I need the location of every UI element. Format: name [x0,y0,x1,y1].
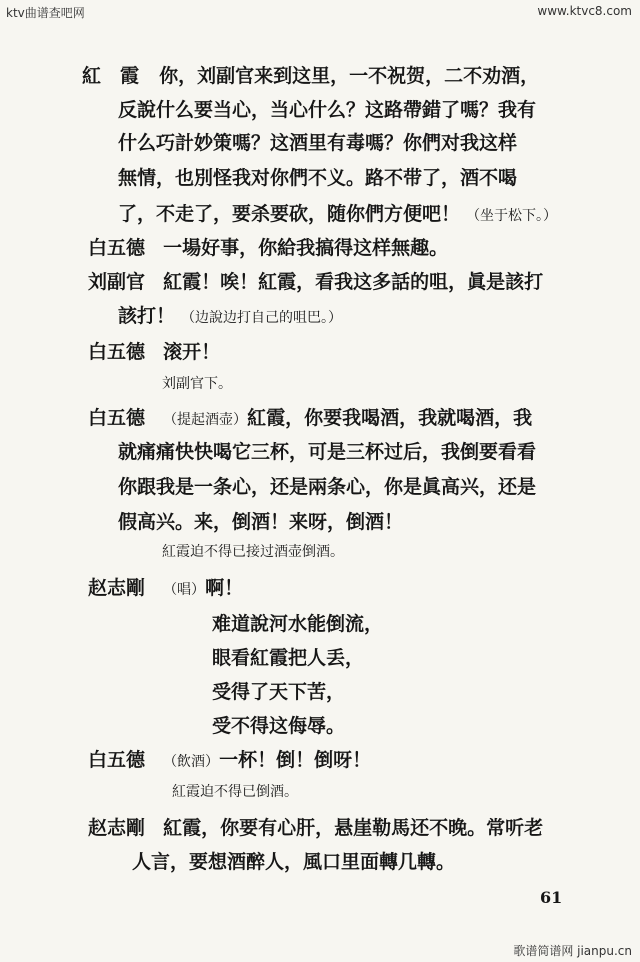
script-line [88,236,448,260]
stage-note: （边說边打自己的咀巴。） [181,310,343,326]
script-line [118,131,517,155]
dialogue-text: 滚开！ [163,341,221,363]
script-line [88,340,220,364]
dialogue-text: 紅霞，你要有心肝，悬崖勒馬还不晚。常听老 [163,817,544,839]
watermark-top-left: ktv曲谱查吧网 [6,6,85,20]
dialogue-text: 人言，要想酒醉人，風口里面轉几轉。 [132,851,456,873]
dialogue-text: 你跟我是一条心，还是兩条心，你是眞高兴，还是 [118,476,537,498]
script-line [88,576,243,602]
page-number: 61 [540,888,563,907]
script-line [118,98,536,122]
dialogue-text: 了，不走了，要杀要砍，随你們方便吧！ [118,203,461,225]
script-line [118,475,536,499]
speaker-name: 赵志剛 [88,577,146,599]
song-verse: 受不得这侮辱。 [212,715,346,737]
song-verse: 受得了天下苦， [212,681,346,703]
dialogue-text: 假高兴。来，倒酒！来呀，倒酒！ [118,511,404,533]
dialogue-text: 紅霞，你要我喝酒，我就喝酒，我 [247,407,533,429]
script-line [88,748,371,774]
speaker-name: 赵志剛 [88,817,146,839]
stage-direction: 紅霞迫不得已接过酒壶倒酒。 [162,544,344,560]
script-line [88,816,543,840]
speaker-name: 白五德 [88,341,146,363]
script-line [82,64,539,88]
dialogue-text: 你，刘副官来到这里，一不祝贺，二不劝酒， [159,65,540,87]
script-line [118,510,403,534]
script-line [118,166,517,190]
dialogue-text: 就痛痛快快喝它三杯，可是三杯过后，我倒要看看 [118,441,537,463]
watermark-top-right: www.ktvc8.com [537,4,632,18]
dialogue-text: 一場好事，你給我搞得这样無趣。 [163,237,449,259]
speaker-name: 白五德 [88,237,146,259]
song-verse: 眼看紅霞把人丢， [212,647,365,669]
script-line [88,406,532,432]
speaker-name: 紅 霞 [82,65,140,87]
script-line [118,202,557,228]
speaker-name: 白五德 [88,407,146,429]
script-line [118,440,536,464]
stage-note: （坐于松下。） [466,208,558,224]
dialogue-text: 什么巧計妙策嗎？这酒里有毒嗎？你們对我这样 [118,132,518,154]
dialogue-text: 啊！ [205,577,244,599]
stage-note: （提起酒壶） [163,412,248,428]
dialogue-text: 該打！ [118,305,176,327]
script-line [88,270,543,294]
stage-note: （唱） [163,582,206,598]
speaker-name: 白五德 [88,749,146,771]
script-line [132,850,455,874]
song-verse: 难道說河水能倒流， [212,613,384,635]
stage-direction: 紅霞迫不得已倒酒。 [172,784,298,800]
dialogue-text: 反說什么要当心，当心什么？这路帶錯了嗎？我有 [118,99,537,121]
stage-direction: 刘副官下。 [162,376,232,392]
watermark-bottom-right: 歌谱简谱网 jianpu.cn [513,944,632,958]
dialogue-text: 一杯！倒！倒呀！ [219,749,372,771]
stage-note: （飲酒） [163,754,220,770]
dialogue-text: 紅霞！唉！紅霞，看我这多話的咀，眞是該打 [163,271,544,293]
dialogue-text: 無情，也別怪我对你們不义。路不带了，酒不喝 [118,167,518,189]
script-line [118,304,342,330]
speaker-name: 刘副官 [88,271,146,293]
